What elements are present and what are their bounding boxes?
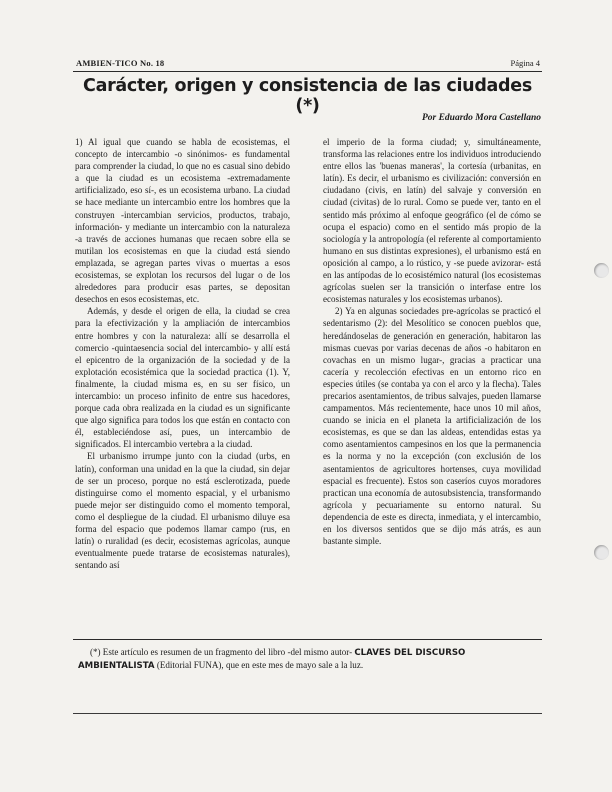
article-author: Por Eduardo Mora Castellano	[421, 113, 541, 123]
left-column	[75, 136, 290, 571]
paragraph: 1) Al igual que cuando se habla de ecosistemas, el concepto de intercambio -o sinónimos- es fundamental para comprender la ciudad, lo que no es casual sino debido a que la ciudad es un ecosistema -extremadamente artificializado, eso sí-, es un ecosistema urbano. La ciudad se hace mediante un intercambio entre los hombres que la construyen -intercambian servicios, productos, trabajo, información- y mediante un intercambio con la naturaleza -a través de acciones humanas que recaen sobre ella se mutilan los ecosistemas en que la ciudad está siendo emplazada, se agregan partes vivas o muertas a esos ecosistemas, se explotan los recursos del lugar o de los alrededores para producir esas partes, se depositan desechos en esos ecosistemas, etc.	[75, 137, 290, 305]
bottom-rule	[73, 713, 542, 714]
footnote-rule	[73, 639, 542, 640]
paragraph: el imperio de la forma ciudad; y, simultáneamente, transforma las relaciones entre los individuos introduciendo entre ellos las 'buenas maneras', la cortesía (urbanitas, en latín). Es decir, el urbanismo es civilización: conversión en ciudadano (civis, en latín) del salvaje y conversión en ciudad (civitas) de lo rural. Como se puede ver, tanto en el sentido más próximo al enfoque geográfico (el de cómo se ocupa el espacio) como en el sentido más propio de la sociología y la antropología (el referente al comportamiento humano en sus distintas expresiones), el urbanismo está en oposición al campo, a lo rústico, y -se puede avizorar- está en las antípodas de lo ecosistémico natural (los ecosistemas agrícolas suelen ser la transición o interfase entre los ecosistemas naturales y los ecosistemas urbanos).	[323, 137, 541, 305]
punch-hole-icon	[594, 545, 609, 560]
punch-hole-icon	[594, 263, 609, 278]
publication-name: AMBIEN-TICO No. 18	[76, 58, 165, 68]
footnote-text: (*) Este artículo es resumen de un fragmento del libro -del mismo autor-	[90, 647, 353, 657]
page-number: Página 4	[510, 58, 540, 68]
header-rule	[73, 71, 542, 72]
article-title: Carácter, origen y consistencia de las ciudades (*)	[83, 76, 532, 116]
paragraph: Además, y desde el origen de ella, la ciudad se crea para la efectivización y la ampliación de intercambios entre hombres y con la naturaleza: allí se desarrolla el comercio -quintaesencia social del intercambio- y allí está el epicentro de la organización de la sociedad y de la explotación ecosistémica que la sociedad practica (1). Y, finalmente, la ciudad misma es, en su ser físico, un intercambio: un proceso infinito de entre sus hacedores, porque cada obra realizada en la ciudad es un significante que algo significa para todos los que están en contacto con él, estableciéndose así, pues, un intercambio de significados. El intercambio vertebra a la ciudad.	[75, 306, 290, 450]
paragraph: 2) Ya en algunas sociedades pre-agrícolas se practicó el sedentarismo (2): del Mesolítico se conocen pueblos que, heredándoselas de generación en generación, habitaron las mismas cuevas por varias decenas de años -o habitaron en covachas en un mismo lugar-, gracias a practicar una cacería y recolección efectivas en un entorno rico en especies útiles (se contaba ya con el arco y la flecha). Tales precarios asentamientos, de tribus salvajes, pueden llamarse campamentos. Más recientemente, hace unos 10 mil años, cuando se inicia en el planeta la artificialización de los ecosistemas, es que se dan las aldeas, entendidas estas ya como asentamientos campesinos en los que la permanencia es la norma y no la excepción (con exclusión de los asentamientos de agricultores hortenses, cuya movilidad espacial es frecuente). Estos son caseríos cuyos moradores practican una economía de autosubsistencia, transformando agrícola y pecuariamente su entorno natural. Su dependencia de este es directa, inmediata, y el intercambio, en los diversos sentidos que se dijo más atrás, es aun bastante simple.	[323, 306, 541, 547]
paragraph: El urbanismo irrumpe junto con la ciudad (urbs, en latín), conforman una unidad en la que la ciudad, sin dejar de ser un proceso, porque no está esclerotizada, puede distinguirse como el momento espacial, y el urbanismo puede mejor ser distinguido como el momento temporal, como el despliegue de la ciudad. El urbanismo diluye esa forma del espacio que podemos llamar campo (rus, en latín) o ruralidad (es decir, ecosistemas agrícolas, aunque eventualmente puede tratarse de ecosistemas naturales), sentando así	[75, 451, 290, 571]
footnote-book-title: CLAVES DEL DISCURSO AMBIENTALISTA	[78, 648, 466, 672]
right-column	[323, 136, 541, 547]
footnote	[78, 646, 538, 672]
footnote-text-end: (Editorial FUNA), que en este mes de mayo sale a la luz.	[156, 660, 364, 671]
